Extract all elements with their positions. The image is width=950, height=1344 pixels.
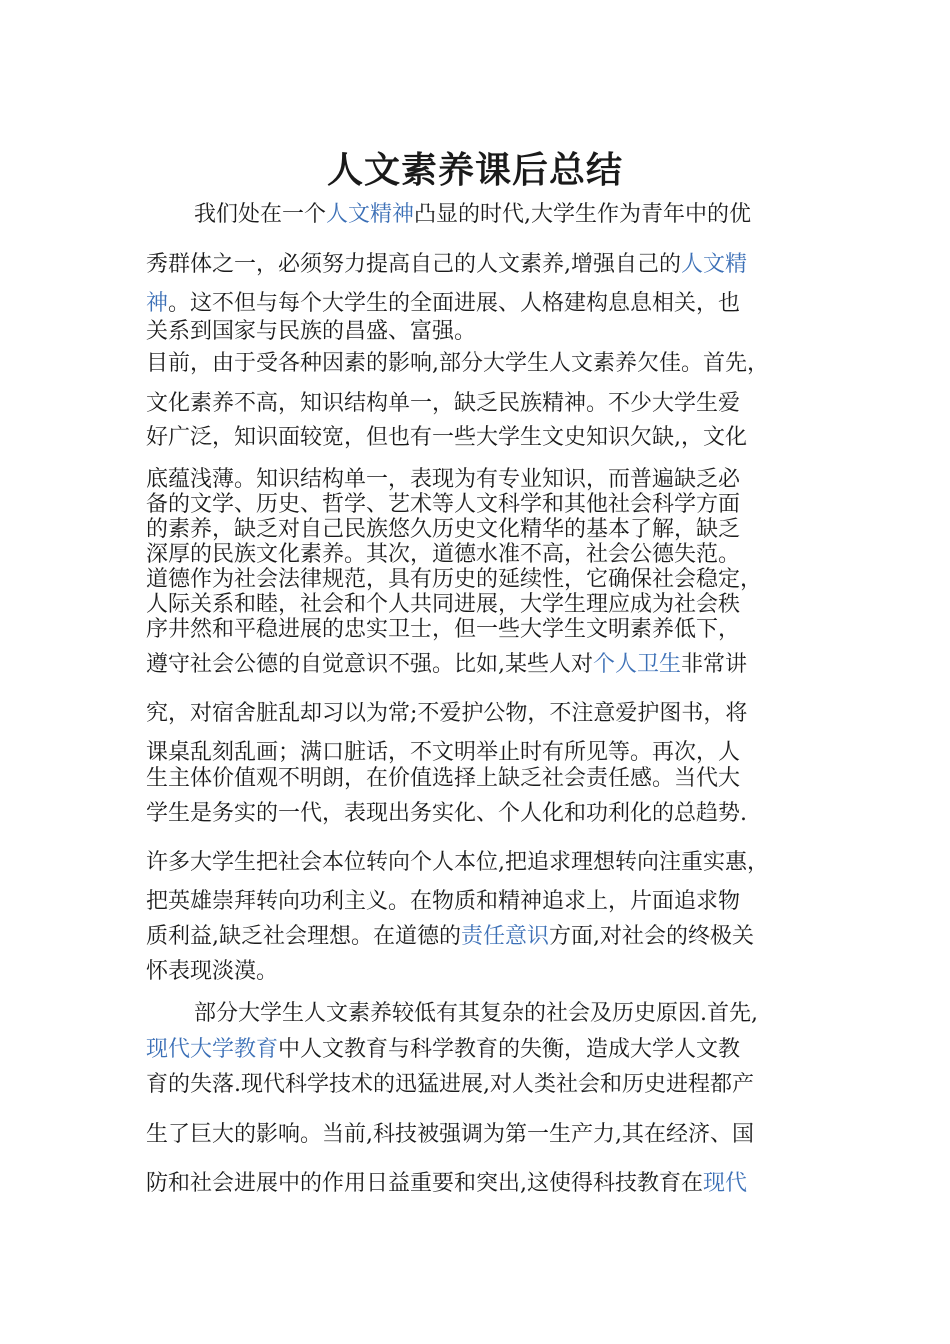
hyperlink[interactable]: 现代大学教育 (146, 1037, 279, 1062)
text-segment: 中人文教育与科学教育的失衡，造成大学人文教 (278, 1037, 741, 1062)
text-segment: 学生是务实的一代，表现出务实化、个人化和功利化的总趋势. (146, 801, 747, 826)
text-segment: 秀群体之一，必须努力提高自己的人文素养,增强自己的 (146, 252, 681, 277)
text-line (146, 922, 826, 952)
text-line (146, 423, 826, 453)
text-segment: 育的失落.现代科学技术的迅猛进展,对人类社会和历史进程都产 (146, 1072, 754, 1097)
text-segment: 非常讲 (681, 652, 748, 677)
text-segment: 好广泛，知识面较宽，但也有一些大学生文史知识欠缺,，文化 (146, 425, 747, 450)
text-segment: 底蕴浅薄。知识结构单一，表现为有专业知识，而普遍缺乏必 (146, 467, 741, 492)
text-line (146, 699, 826, 729)
text-line (146, 317, 826, 347)
text-segment: 许多大学生把社会本位转向个人本位,把追求理想转向注重实惠， (146, 850, 769, 875)
hyperlink[interactable]: 人文精 (681, 252, 748, 277)
text-segment: 关系到国家与民族的昌盛、富强。 (146, 319, 477, 344)
text-segment: 课桌乱刻乱画；满口脏话，不文明举止时有所见等。再次，人 (146, 740, 741, 765)
text-line (146, 650, 826, 680)
document-title: 人文素养课后总结 (326, 149, 623, 191)
text-line (146, 799, 826, 829)
text-segment: 的素养，缺乏对自己民族悠久历史文化精华的基本了解，缺乏 (146, 517, 741, 542)
text-line (146, 389, 826, 419)
text-segment: 。这不但与每个大学生的全面进展、人格建构息息相关，也 (168, 291, 741, 316)
text-line (146, 999, 826, 1029)
text-line (146, 289, 826, 319)
hyperlink[interactable]: 神 (146, 291, 169, 316)
text-segment: 方面,对社会的终极关 (549, 924, 755, 949)
text-segment: 人际关系和睦，社会和个人共同进展，大学生理应成为社会秩 (146, 592, 741, 617)
text-segment: 把英雄崇拜转向功利主义。在物质和精神追求上，片面追求物 (146, 889, 741, 914)
text-line (146, 615, 826, 645)
text-line (146, 887, 826, 917)
text-segment: 质利益,缺乏社会理想。在道德的 (146, 924, 461, 949)
text-line (146, 764, 826, 794)
text-line (146, 200, 826, 230)
text-segment: 文化素养不高，知识结构单一，缺乏民族精神。不少大学生爱 (146, 391, 741, 416)
text-line (146, 250, 826, 280)
hyperlink[interactable]: 责任意识 (461, 924, 550, 949)
text-segment: 部分大学生人文素养较低有其复杂的社会及历史原因.首先, (194, 1001, 758, 1026)
text-line (146, 1070, 826, 1100)
text-line (146, 1120, 826, 1150)
text-segment: 生主体价值观不明朗，在价值选择上缺乏社会责任感。当代大 (146, 766, 741, 791)
text-line (146, 1169, 826, 1199)
hyperlink[interactable]: 个人卫生 (593, 652, 682, 677)
text-segment: 道德作为社会法律规范，具有历史的延续性，它确保社会稳定， (146, 567, 763, 592)
text-line (146, 957, 826, 987)
text-line (146, 848, 826, 878)
text-segment: 防和社会进展中的作用日益重要和突出,这使得科技教育在 (146, 1171, 703, 1196)
text-segment: 凸显的时代,大学生作为青年中的优 (414, 202, 752, 227)
hyperlink[interactable]: 现代 (703, 1171, 748, 1196)
text-segment: 究，对宿舍脏乱却习以为常;不爱护公物，不注意爱护图书，将 (146, 701, 748, 726)
text-segment: 备的文学、历史、哲学、艺术等人文科学和其他社会科学方面 (146, 492, 741, 517)
text-segment: 深厚的民族文化素养。其次，道德水准不高，社会公德失范。 (146, 542, 741, 567)
hyperlink[interactable]: 人文精神 (326, 202, 415, 227)
text-segment: 怀表现淡漠。 (146, 959, 279, 984)
text-segment: 生了巨大的影响。当前,科技被强调为第一生产力,其在经济、国 (146, 1122, 754, 1147)
text-line (146, 349, 826, 379)
text-segment: 序井然和平稳进展的忠实卫士，但一些大学生文明素养低下， (146, 617, 741, 642)
text-segment: 我们处在一个 (194, 202, 327, 227)
text-segment: 遵守社会公德的自觉意识不强。比如,某些人对 (146, 652, 593, 677)
text-line (146, 1035, 826, 1065)
text-segment: 目前，由于受各种因素的影响,部分大学生人文素养欠佳。首先， (146, 351, 769, 376)
